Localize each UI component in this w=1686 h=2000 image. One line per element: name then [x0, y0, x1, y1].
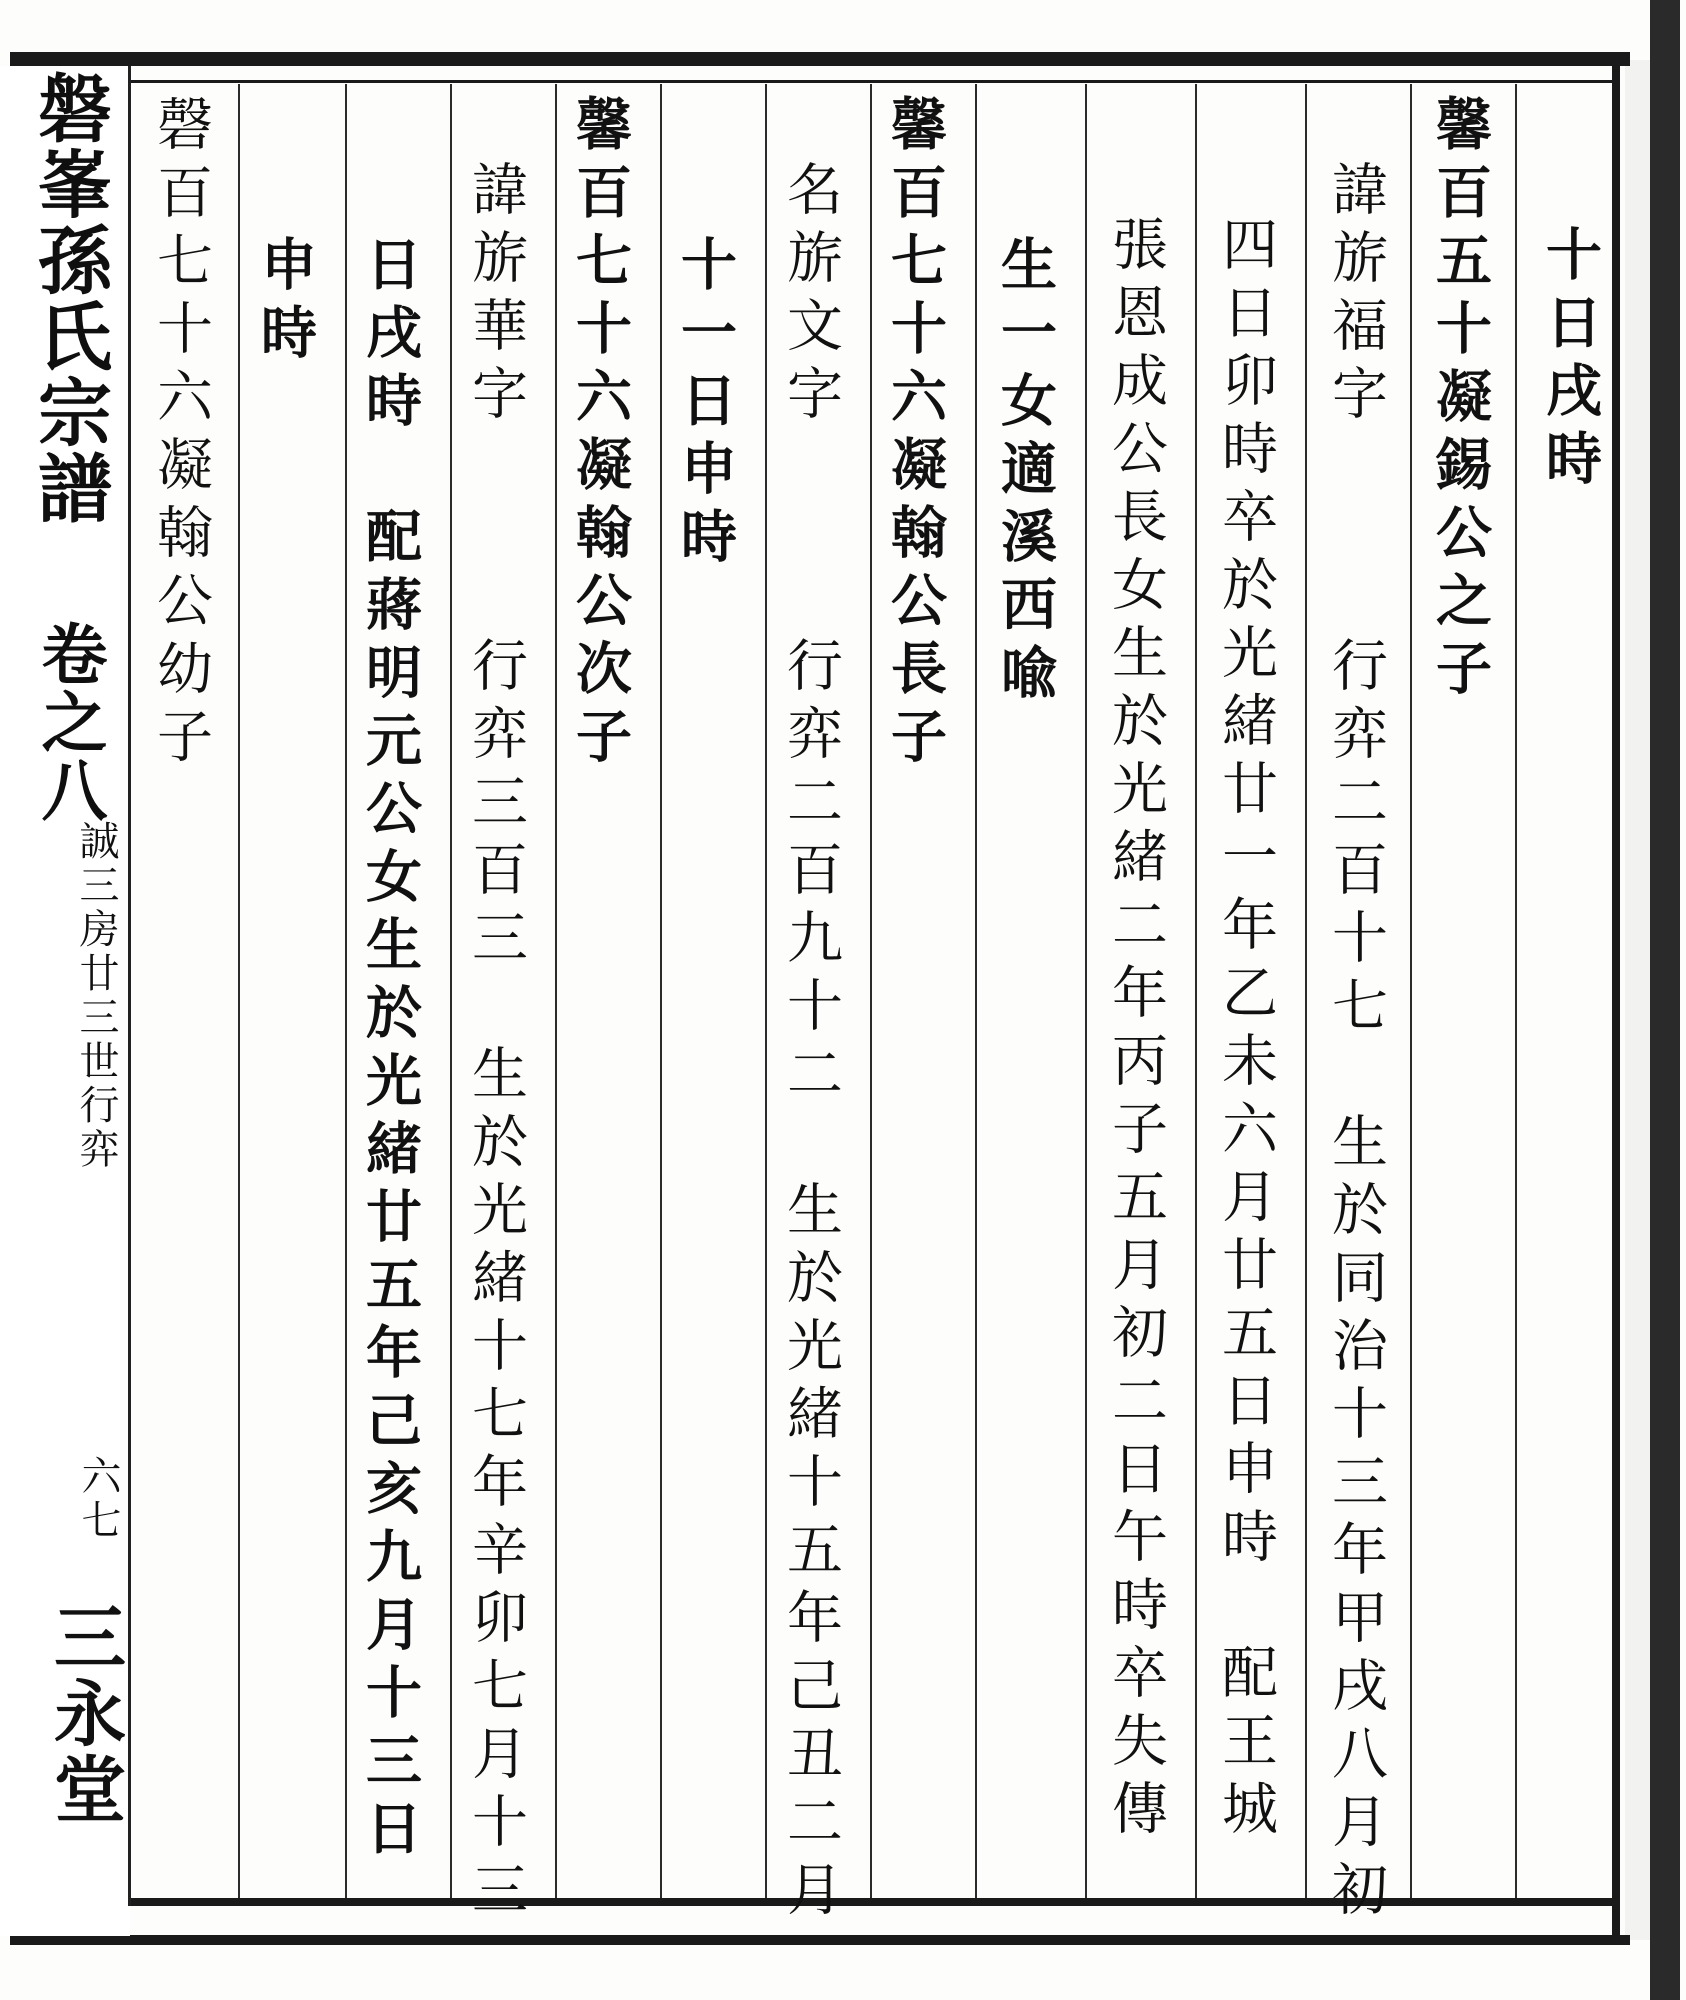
page-bleed [1625, 60, 1650, 1940]
text-column-11: 諱旂華字 行弈三百三 生於光緒十七年辛卯七月十三 [463, 160, 528, 1928]
column-rule [345, 84, 347, 1898]
text-column-6: 生一女適溪西喩 [992, 235, 1058, 711]
hall-name: 三永堂 [42, 1600, 127, 1828]
column-rule [555, 84, 557, 1898]
column-rule [975, 84, 977, 1898]
frame-top-inner-border [130, 80, 1620, 83]
column-rule [450, 84, 452, 1898]
text-column-4: 四日卯時卒於光緒廿一年乙未六月廿五日申時 配王城 [1213, 215, 1278, 1847]
text-column-2: 馨百五十凝錫公之子 [1427, 95, 1493, 707]
frame-bottom-outer-border [10, 1935, 1630, 1945]
text-column-1: 十日戌時 [1537, 225, 1603, 497]
frame-top-border [10, 52, 1630, 66]
page-number: 六七 [75, 1455, 121, 1543]
text-column-12: 日戌時 配蔣明元公女生於光緒廿五年己亥九月十三日 [357, 235, 423, 1867]
text-column-5: 張恩成公長女生於光緒二年丙子五月初二日午時卒失傳 [1103, 215, 1168, 1847]
text-column-7: 馨百七十六凝翰公長子 [882, 95, 948, 775]
column-rule [1305, 84, 1307, 1898]
section-label: 誠三房廿三世行弈 [73, 820, 119, 1172]
frame-right-border [1612, 60, 1620, 1940]
book-title: 磐峯孫氏宗譜 [26, 70, 112, 526]
text-column-8: 名旂文字 行弈二百九十二 生於光緒十五年己丑二月 [778, 160, 843, 1928]
column-rule [765, 84, 767, 1898]
text-column-9: 十一日申時 [672, 235, 738, 575]
text-column-14: 磬百七十六凝翰公幼子 [148, 95, 213, 775]
volume-label: 卷之八 [30, 620, 108, 824]
column-rule [660, 84, 662, 1898]
fore-edge-rule [128, 66, 131, 1906]
text-column-13: 申時 [252, 235, 318, 371]
column-rule [1410, 84, 1412, 1898]
binding-edge [1650, 0, 1680, 2000]
column-rule [1195, 84, 1197, 1898]
frame-bottom-border [130, 1898, 1620, 1906]
column-rule [870, 84, 872, 1898]
column-rule [1085, 84, 1087, 1898]
column-rule [238, 84, 240, 1898]
text-column-10: 馨百七十六凝翰公次子 [567, 95, 633, 775]
column-rule [1515, 84, 1517, 1898]
text-column-3: 諱旂福字 行弈二百十七 生於同治十三年甲戌八月初 [1323, 160, 1388, 1928]
